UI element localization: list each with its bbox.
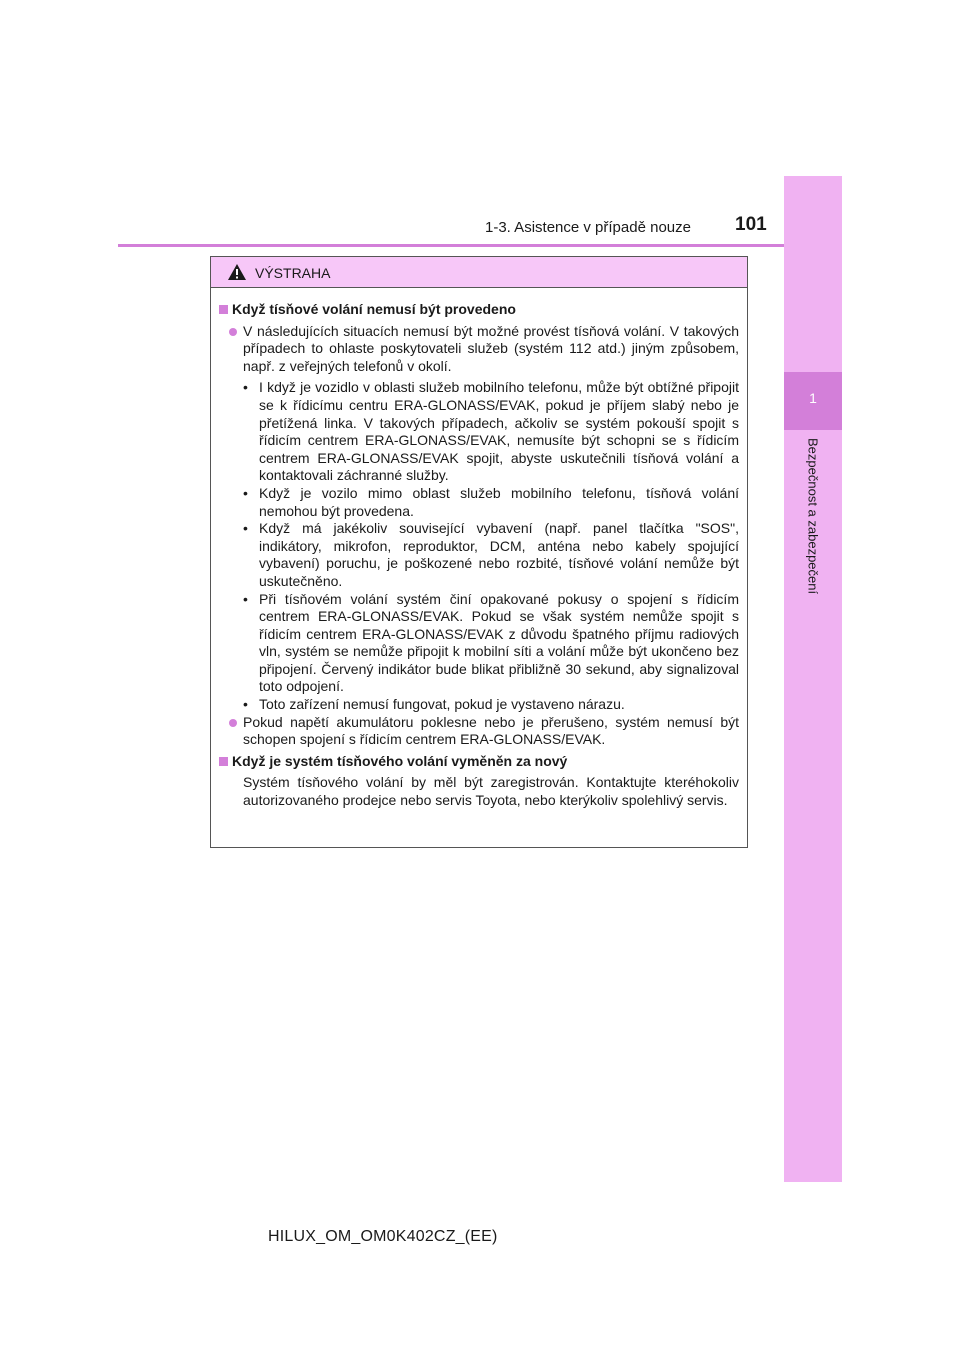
list-item-text: Pokud napětí akumulátoru poklesne nebo je přerušeno, systém nemusí být schopen spojení s řídicím centrem ERA-GLONASS/EVAK. xyxy=(243,713,739,748)
sub-list-item xyxy=(219,520,739,590)
square-bullet-icon xyxy=(219,757,228,766)
list-item xyxy=(219,323,739,376)
warning-label: VÝSTRAHA xyxy=(255,265,331,281)
warning-header xyxy=(211,257,747,288)
circle-bullet-icon xyxy=(229,719,237,727)
section-title: 1-3. Asistence v případě nouze xyxy=(485,219,691,236)
sub-list-item-text: I když je vozidlo v oblasti služeb mobilního telefonu, může být obtížné připojit se k řídicímu centru ERA-GLONASS/EVAK, pokud je příjem slabý nebo je přetížená linka. V takových případech, ačkoliv se systém pokouší spojit s řídicím centrem ERA-GLONASS/EVAK, nemusíte být schopni se s řídicím centrem ERA-GLONASS/EVAK spojit, abyste uskutečnili tísňová volání a kontaktovali záchranné služby. xyxy=(259,379,739,484)
sub-list-item-text: Když má jakékoliv související vybavení (např. panel tlačítka "SOS", indikátory, mikrofon, reproduktor, DCM, anténa nebo kabely spojující vybavení) poruchu, je poškozené nebo rozbité, tísňové volání nemůže být uskutečněno. xyxy=(259,520,739,589)
sub-bullet-list xyxy=(219,379,739,713)
warning-body xyxy=(211,288,747,810)
document-code: HILUX_OM_OM0K402CZ_(EE) xyxy=(268,1228,498,1245)
chapter-number: 1 xyxy=(809,390,817,406)
sub-list-item-text: Když je vozilo mimo oblast služeb mobilního telefonu, tísňová volání nemohou být provedena. xyxy=(259,484,739,519)
section-heading-2 xyxy=(219,753,739,771)
section-2-paragraph: Systém tísňového volání by měl být zaregistrován. Kontaktujte kteréhokoliv autorizovaného prodejce nebo servis Toyota, nebo kterýkoliv spolehlivý servis. xyxy=(243,774,739,809)
page-number: 101 xyxy=(735,214,767,235)
list-item-text: V následujících situacích nemusí být možné provést tísňová volání. V takových případech to ohlaste poskytovateli služeb (systém 112 atd.) jiným způsobem, např. z veřejných telefonů v okolí. xyxy=(243,322,739,374)
warning-triangle-icon xyxy=(227,263,247,281)
sub-list-item-text: Při tísňovém volání systém činí opakované pokusy o spojení s řídicím centrem ERA-GLONASS/EVAK. Pokud se však systém nemůže spojit s řídicím centrem ERA-GLONASS/EVAK z důvodu špatného příjmu radiových vln, systém se nemůže připojit k mobilní síti a volání může být ukončeno bez připojení. Červený indikátor bude blikat přibližně 30 sekund, aby signalizoval toto odpojení. xyxy=(259,590,739,695)
warning-box xyxy=(210,256,748,848)
dot-bullet-icon: • xyxy=(243,484,248,501)
sub-list-item xyxy=(219,696,739,714)
chapter-side-tab xyxy=(784,176,842,1182)
dot-bullet-icon: • xyxy=(243,520,248,537)
dot-bullet-icon: • xyxy=(243,696,248,713)
section-heading-1 xyxy=(219,301,739,319)
list-item xyxy=(219,714,739,749)
sub-list-item xyxy=(219,379,739,485)
sub-list-item-text: Toto zařízení nemusí fungovat, pokud je vystaveno nárazu. xyxy=(259,696,625,713)
dot-bullet-icon: • xyxy=(243,379,248,396)
dot-bullet-icon: • xyxy=(243,590,248,607)
sub-list-item xyxy=(219,485,739,520)
square-bullet-icon xyxy=(219,305,228,314)
section-heading-1-text: Když tísňové volání nemusí být provedeno xyxy=(232,301,516,317)
circle-bullet-icon xyxy=(229,328,237,336)
header-rule xyxy=(118,244,840,247)
sub-list-item xyxy=(219,591,739,697)
chapter-title: Bezpečnost a zabezpečení xyxy=(805,438,821,595)
section-heading-2-text: Když je systém tísňového volání vyměněn za nový xyxy=(232,752,568,769)
